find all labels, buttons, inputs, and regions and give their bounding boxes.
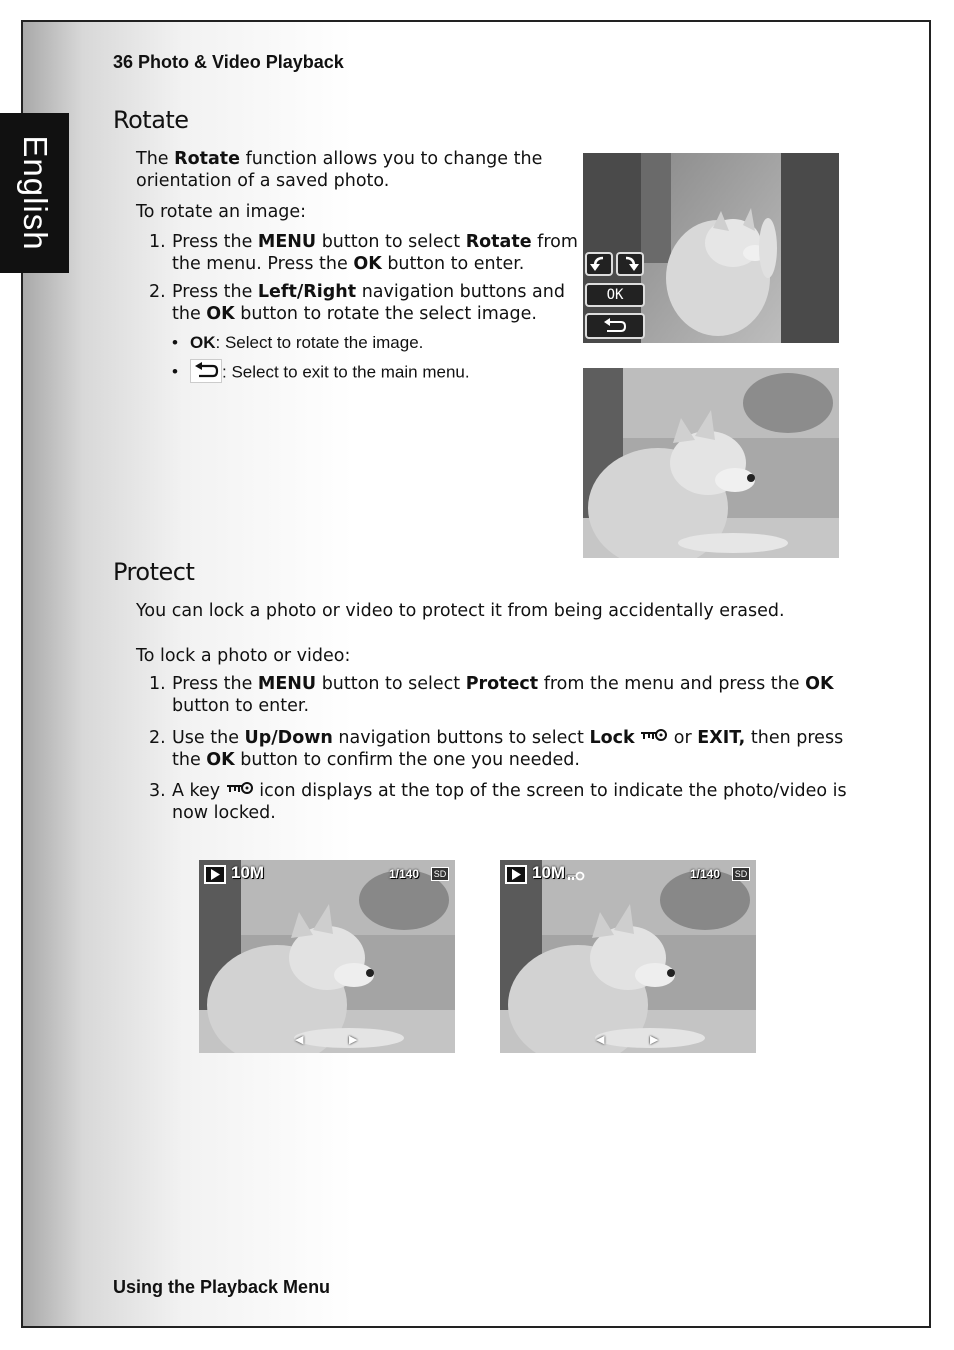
rotate-intro: The Rotate function allows you to change the orientation of a saved photo. xyxy=(136,149,543,191)
lock-key-icon xyxy=(566,867,586,886)
dog-photo xyxy=(500,860,756,1053)
page-header: 36 Photo & Video Playback xyxy=(113,52,344,72)
page-footer: Using the Playback Menu xyxy=(113,1277,331,1297)
rotate-title: Rotate xyxy=(113,106,189,134)
protect-title: Protect xyxy=(113,558,195,586)
playback-screen-unlocked xyxy=(199,860,455,1053)
playback-screen-locked xyxy=(500,860,756,1053)
protect-step-2: Use the Up/Down navigation buttons to select Lock or EXIT, then press the OK button to confirm the one you needed. xyxy=(172,728,844,770)
ok-button[interactable]: OK xyxy=(585,283,645,307)
back-button[interactable] xyxy=(585,313,645,339)
image-counter: 1/140 xyxy=(389,867,420,881)
left-arrow-icon[interactable]: ◀ xyxy=(596,1033,605,1046)
key-icon xyxy=(226,780,254,802)
back-icon xyxy=(587,315,643,337)
language-tab-label: English xyxy=(16,135,54,251)
protect-step-1: Press the MENU button to select Protect from the menu and press the OK button to enter. xyxy=(172,674,834,716)
protect-step-3-number: 3. xyxy=(149,781,166,801)
play-icon xyxy=(204,865,226,884)
sd-card-icon: SD xyxy=(732,867,750,881)
protect-step-2-number: 2. xyxy=(149,728,166,748)
rotate-menu-screen xyxy=(583,153,839,343)
protect-to-lock: To lock a photo or video: xyxy=(136,646,351,666)
rotate-step-1: Press the MENU button to select Rotate from the menu. Press the OK button to enter. xyxy=(172,232,578,274)
rotate-bullet-back: • : Select to exit to the main menu. xyxy=(172,361,470,385)
key-icon xyxy=(640,727,668,749)
protect-intro: You can lock a photo or video to protect it from being accidentally erased. xyxy=(136,601,785,621)
dog-photo xyxy=(199,860,455,1053)
rotate-step-1-number: 1. xyxy=(149,232,166,252)
play-icon xyxy=(505,865,527,884)
protect-step-3: A key icon displays at the top of the screen to indicate the photo/video is now locked. xyxy=(172,781,847,823)
language-tab xyxy=(0,113,69,273)
back-icon xyxy=(190,359,222,383)
protect-step-1-number: 1. xyxy=(149,674,166,694)
rotate-step-2: Press the Left/Right navigation buttons and the OK button to rotate the select image. xyxy=(172,282,565,324)
rotate-bullet-ok: • OK: Select to rotate the image. xyxy=(172,333,424,352)
rotate-left-icon[interactable] xyxy=(585,252,613,276)
rotated-photo xyxy=(583,368,839,558)
dog-photo xyxy=(583,368,839,558)
right-arrow-icon[interactable]: ▶ xyxy=(349,1033,358,1046)
sd-card-icon: SD xyxy=(431,867,449,881)
rotate-to-rotate: To rotate an image: xyxy=(136,202,307,222)
right-arrow-icon[interactable]: ▶ xyxy=(650,1033,659,1046)
rotate-step-2-number: 2. xyxy=(149,282,166,302)
image-counter: 1/140 xyxy=(690,867,721,881)
resolution-label: 10M xyxy=(231,863,265,882)
rotate-right-icon[interactable] xyxy=(616,252,644,276)
resolution-label: 10M xyxy=(532,863,566,882)
left-arrow-icon[interactable]: ◀ xyxy=(295,1033,304,1046)
